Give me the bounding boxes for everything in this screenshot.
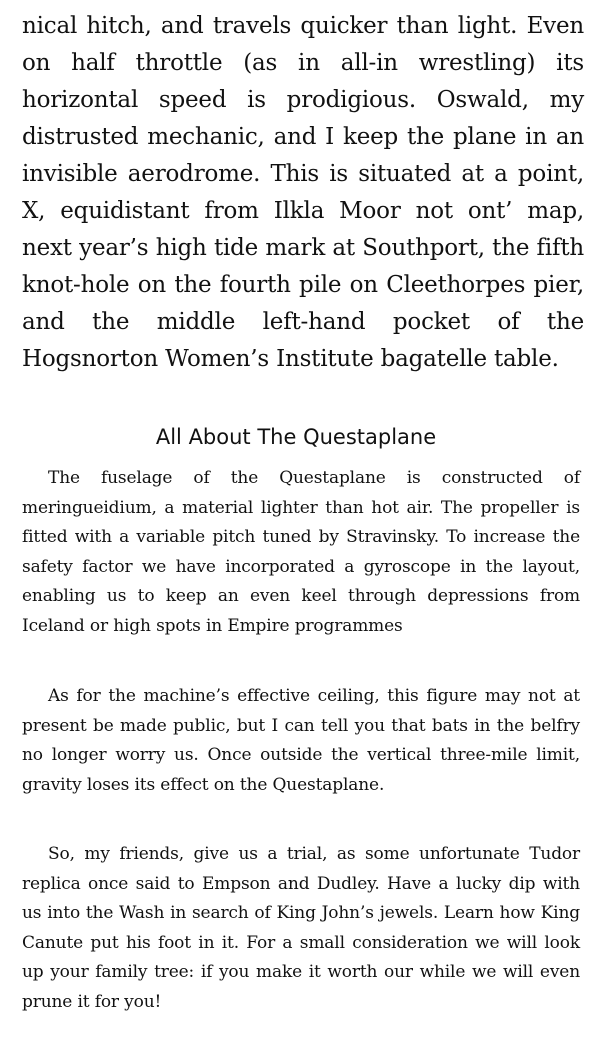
body-paragraph-trial: So, my friends, give us a trial, as some unfortunate Tudor replica once said to Empson and Dudley. Have a lucky dip with us into the Wash in search of King John’s jewels. Learn how King Canute put his foot in it. For a small consideration we will look up your family tree: if you make it worth our while we will even prune it for you! — [22, 844, 580, 1012]
body-paragraph-ceiling: As for the machine’s effective ceiling, this figure may not at present be made public, but I can tell you that bats in the belfry no longer worry us. Once outside the vertical three-mile limit, gravity loses its effect on the Questaplane. — [22, 686, 580, 795]
body-paragraph-fuselage: The fuselage of the Questaplane is constructed of meringueidium, a material lighter than hot air. The propeller is fitted with a variable pitch tuned by Stravinsky. To increase the safety factor we have incorporated a gyroscope in the layout, enabling us to keep an even keel through depressions from Iceland or high spots in Empire programmes — [22, 468, 580, 636]
section-heading: All About The Questaplane — [155, 425, 437, 449]
lead-paragraph: nical hitch, and travels quicker than light. Even on half throttle (as in all-in wrestling) its horizontal speed is prodigious. Oswald, my distrusted mechanic, and I keep the plane in an invisible aerodrome. This is situated at a point, X, equidistant from Ilkla Moor not ont’ map, next year’s high tide mark at Southport, the fifth knot-hole on the fourth pile on Cleethorpes pier, and the middle left-hand pocket of the Hogsnorton Women’s Institute bagatelle table. — [22, 13, 584, 372]
